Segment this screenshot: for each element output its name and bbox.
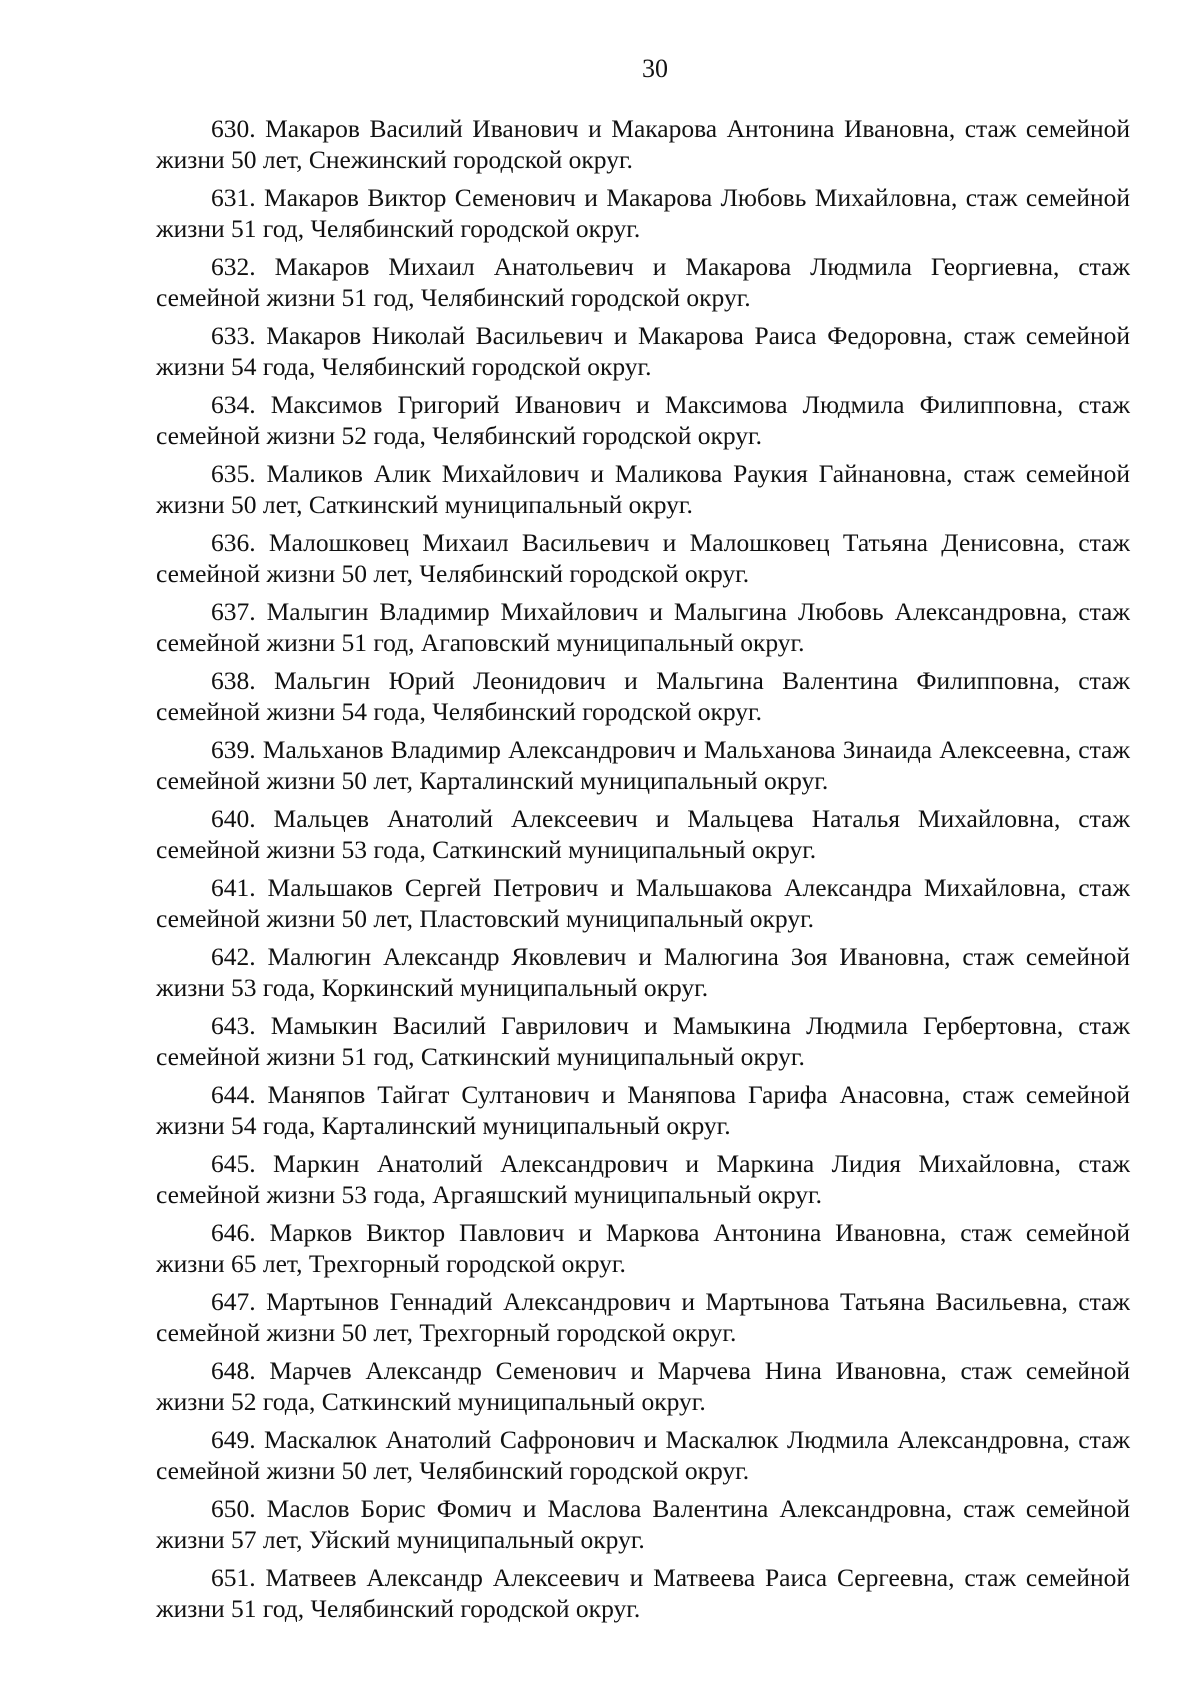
list-item: 651. Матвеев Александр Алексеевич и Матвеева Раиса Сергеевна, стаж семейной жизни 51 год, Челябинский городской округ. [156, 1563, 1130, 1623]
list-item: 646. Марков Виктор Павлович и Маркова Антонина Ивановна, стаж семейной жизни 65 лет, Трехгорный городской округ. [156, 1218, 1130, 1278]
list-item: 633. Макаров Николай Васильевич и Макарова Раиса Федоровна, стаж семейной жизни 54 года, Челябинский городской округ. [156, 321, 1130, 381]
list-item: 642. Малюгин Александр Яковлевич и Малюгина Зоя Ивановна, стаж семейной жизни 53 года, Коркинский муниципальный округ. [156, 942, 1130, 1002]
list-item: 634. Максимов Григорий Иванович и Максимова Людмила Филипповна, стаж семейной жизни 52 года, Челябинский городской округ. [156, 390, 1130, 450]
list-item: 632. Макаров Михаил Анатольевич и Макарова Людмила Георгиевна, стаж семейной жизни 51 год, Челябинский городской округ. [156, 252, 1130, 312]
list-item: 647. Мартынов Геннадий Александрович и Мартынова Татьяна Васильевна, стаж семейной жизни 50 лет, Трехгорный городской округ. [156, 1287, 1130, 1347]
entry-list [156, 113, 1130, 1631]
page-number: 30 [642, 54, 668, 83]
list-item: 635. Маликов Алик Михайлович и Маликова Раукия Гайнановна, стаж семейной жизни 50 лет, Саткинский муниципальный округ. [156, 459, 1130, 519]
list-item: 648. Марчев Александр Семенович и Марчева Нина Ивановна, стаж семейной жизни 52 года, Саткинский муниципальный округ. [156, 1356, 1130, 1416]
list-item: 643. Мамыкин Василий Гаврилович и Мамыкина Людмила Гербертовна, стаж семейной жизни 51 год, Саткинский муниципальный округ. [156, 1011, 1130, 1071]
list-item: 630. Макаров Василий Иванович и Макарова Антонина Ивановна, стаж семейной жизни 50 лет, Снежинский городской округ. [156, 114, 1130, 174]
list-item: 645. Маркин Анатолий Александрович и Маркина Лидия Михайловна, стаж семейной жизни 53 года, Аргаяшский муниципальный округ. [156, 1149, 1130, 1209]
list-item: 649. Маскалюк Анатолий Сафронович и Маскалюк Людмила Александровна, стаж семейной жизни 50 лет, Челябинский городской округ. [156, 1425, 1130, 1485]
list-item: 637. Малыгин Владимир Михайлович и Малыгина Любовь Александровна, стаж семейной жизни 51 год, Агаповский муниципальный округ. [156, 597, 1130, 657]
list-item: 639. Мальханов Владимир Александрович и Мальханова Зинаида Алексеевна, стаж семейной жизни 50 лет, Карталинский муниципальный округ. [156, 735, 1130, 795]
list-item: 631. Макаров Виктор Семенович и Макарова Любовь Михайловна, стаж семейной жизни 51 год, Челябинский городской округ. [156, 183, 1130, 243]
list-item: 638. Мальгин Юрий Леонидович и Мальгина Валентина Филипповна, стаж семейной жизни 54 года, Челябинский городской округ. [156, 666, 1130, 726]
list-item: 640. Мальцев Анатолий Алексеевич и Мальцева Наталья Михайловна, стаж семейной жизни 53 года, Саткинский муниципальный округ. [156, 804, 1130, 864]
list-item: 641. Мальшаков Сергей Петрович и Мальшакова Александра Михайловна, стаж семейной жизни 50 лет, Пластовский муниципальный округ. [156, 873, 1130, 933]
list-item: 644. Маняпов Тайгат Султанович и Маняпова Гарифа Анасовна, стаж семейной жизни 54 года, Карталинский муниципальный округ. [156, 1080, 1130, 1140]
list-item: 636. Малошковец Михаил Васильевич и Малошковец Татьяна Денисовна, стаж семейной жизни 50 лет, Челябинский городской округ. [156, 528, 1130, 588]
list-item: 650. Маслов Борис Фомич и Маслова Валентина Александровна, стаж семейной жизни 57 лет, Уйский муниципальный округ. [156, 1494, 1130, 1554]
